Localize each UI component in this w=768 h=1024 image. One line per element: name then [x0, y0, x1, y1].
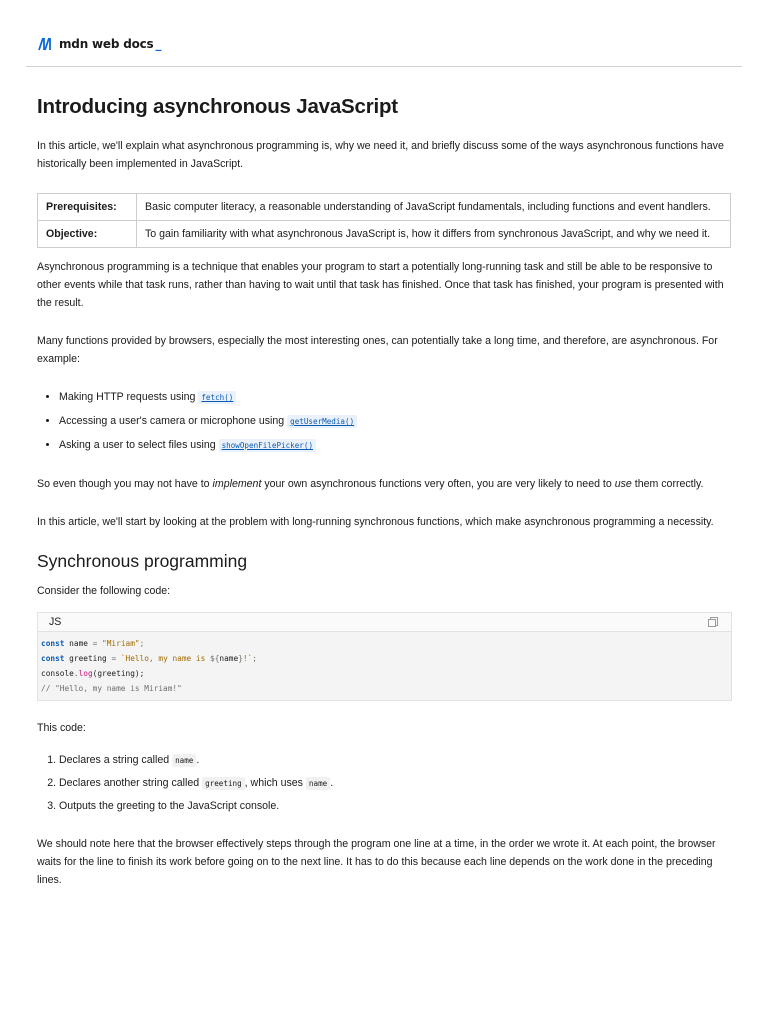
table-row — [38, 194, 731, 221]
prereq-table — [37, 193, 731, 248]
objective-label: Objective: — [38, 221, 137, 248]
list-item — [59, 797, 732, 815]
list-item — [59, 388, 732, 407]
intro-paragraph: In this article, we'll explain what asynchronous programming is, why we need it, and briefly discuss some of the ways asynchronous functions have historically been implemented in JavaScript. — [37, 140, 724, 170]
inline-code: name — [172, 754, 196, 767]
code-string: `Hello, my name is — [120, 654, 211, 663]
list-item-text: Declares a string called — [59, 754, 173, 766]
prerequisites-label: Prerequisites: — [38, 194, 137, 221]
list-item-text: Declares another string called — [59, 777, 203, 789]
code-function: log — [78, 669, 93, 678]
mdn-m-icon — [38, 37, 54, 51]
code-punct: ; — [252, 654, 257, 663]
code-identifier: console — [41, 669, 74, 678]
paragraph-consider: Consider the following code: — [37, 585, 171, 597]
inline-code: greeting — [202, 777, 245, 790]
text-span: them correctly. — [631, 478, 704, 490]
code-keyword: const — [41, 654, 65, 663]
list-item-text: Outputs the greeting to the JavaScript console. — [59, 800, 280, 812]
code-identifier: name — [219, 654, 239, 663]
getusermedia-link[interactable]: getUserMedia() — [287, 415, 357, 428]
table-row — [38, 221, 731, 248]
emphasis-implement: implement — [212, 478, 262, 490]
code-operator: = — [92, 639, 103, 648]
paragraph-this-code: This code: — [37, 722, 86, 734]
site-header — [26, 0, 742, 67]
code-punct: ; — [139, 639, 145, 648]
section-title: Synchronous programming — [37, 551, 248, 571]
code-identifier: greeting — [64, 654, 112, 663]
code-identifier: name — [64, 639, 93, 648]
list-item-text: . — [196, 754, 200, 766]
code-operator: = — [111, 654, 121, 663]
code-args: (greeting); — [92, 669, 145, 678]
code-keyword: const — [41, 639, 65, 648]
prerequisites-value: Basic computer literacy, a reasonable understanding of JavaScript fundamentals, including functions and event handlers. — [137, 194, 731, 221]
steps-list — [37, 751, 732, 815]
paragraph-browser-steps: We should note here that the browser effectively steps through the program one line at a time, in the order we wrote it. At each point, the browser waits for the line to finish its work before going on to the next line. It has to do this because each line depends on the work done in the preceding lines. — [37, 838, 716, 886]
paragraph-article-plan: In this article, we'll start by looking at the problem with long-running synchronous functions, which make asynchronous programming a necessity. — [37, 516, 714, 528]
list-item — [59, 751, 732, 770]
text-span: your own asynchronous functions very often, you are very likely to need to — [261, 478, 615, 490]
code-string: "Miriam" — [102, 639, 140, 648]
code-block-header — [38, 613, 731, 632]
code-line — [41, 636, 728, 651]
paragraph-implement — [37, 475, 732, 493]
code-block — [37, 612, 732, 701]
mdn-logo[interactable] — [38, 37, 162, 51]
examples-list — [37, 388, 732, 455]
code-body — [38, 632, 731, 700]
list-item-text: . — [330, 777, 334, 789]
paragraph-browser-functions: Many functions provided by browsers, especially the most interesting ones, can potentially take a long time, and therefore, are asynchronous. For example: — [37, 335, 718, 365]
code-comment: // "Hello, my name is Miriam!" — [41, 684, 182, 693]
inline-code: name — [306, 777, 330, 790]
emphasis-use: use — [614, 478, 632, 490]
code-punct: ${ — [210, 654, 220, 663]
paragraph-async-definition: Asynchronous programming is a technique that enables your program to start a potentially long-running task and still be able to be responsive to other events while that task runs, rather than having to wait until that task has finished. Once that task has finished, your program is presented with the result. — [37, 261, 724, 309]
code-punct: . — [73, 669, 79, 678]
list-item-text: Making HTTP requests using — [59, 391, 199, 403]
list-item-text: Accessing a user's camera or microphone using — [59, 415, 288, 427]
text-span: So even though you may not have to — [37, 478, 213, 490]
list-item — [59, 774, 732, 793]
list-item-text: , which uses — [244, 777, 306, 789]
list-item — [59, 412, 732, 431]
logo-cursor: _ — [155, 37, 162, 51]
code-punct: } — [238, 654, 243, 663]
list-item-text: Asking a user to select files using — [59, 439, 219, 451]
showopenfilepicker-link[interactable]: showOpenFilePicker() — [219, 439, 316, 452]
code-language-label: JS — [49, 616, 62, 628]
objective-value: To gain familiarity with what asynchronous JavaScript is, how it differs from synchronous JavaScript, and why we need it. — [137, 221, 731, 248]
fetch-link[interactable]: fetch() — [198, 391, 236, 404]
article — [37, 95, 732, 909]
logo-text: mdn web docs — [59, 37, 154, 51]
page-title: Introducing asynchronous JavaScript — [37, 95, 398, 118]
copy-icon[interactable] — [707, 616, 719, 628]
code-line — [41, 666, 728, 681]
code-string: !` — [242, 654, 253, 663]
list-item — [59, 436, 732, 455]
code-line — [41, 651, 728, 666]
